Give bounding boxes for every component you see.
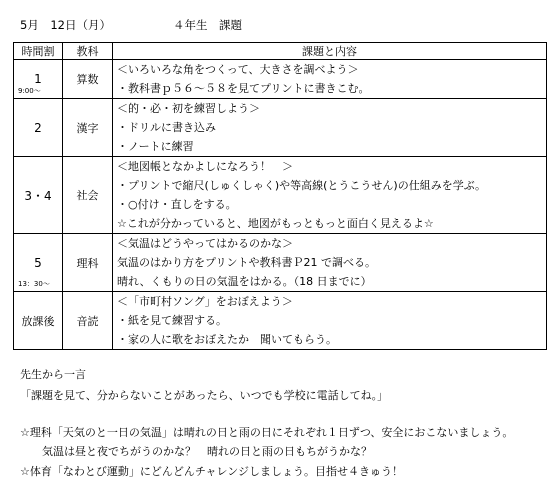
period-number: 3・4 bbox=[24, 188, 52, 203]
content-line: ＜地図帳となかよしになろう！ ＞ bbox=[117, 160, 293, 173]
period-time: 13：30〜 bbox=[18, 280, 50, 288]
content-line: ・プリントで縮尺(しゅくしゃく)や等高線(とうこうせん)の仕組みを学ぶ。 bbox=[117, 179, 486, 192]
table-row bbox=[14, 234, 547, 292]
period-cell bbox=[14, 157, 63, 234]
column-header-subject: 教科 bbox=[63, 43, 113, 60]
period-number: 2 bbox=[34, 120, 42, 135]
header-grade-title: ４年生 課題 bbox=[173, 18, 242, 32]
subject-cell: 社会 bbox=[63, 157, 113, 234]
period-time: 9:00〜 bbox=[18, 87, 41, 95]
table-row bbox=[14, 99, 547, 157]
page-header bbox=[20, 17, 242, 33]
message-heading: 先生から一言 bbox=[20, 368, 86, 381]
note-line: ☆体育「なわとび運動」にどんどんチャレンジしましょう。目指せ４きゅう！ bbox=[20, 465, 403, 478]
content-line: ＜いろいろな角をつくって、大きさを調べよう＞ bbox=[117, 63, 359, 76]
content-cell bbox=[113, 60, 547, 99]
content-line: ・ノートに練習 bbox=[117, 140, 194, 153]
content-line: 晴れ、くもりの日の気温をはかる。（18 日までに） bbox=[117, 275, 372, 288]
content-line: ・教科書ｐ５６〜５８を見てプリントに書きこむ。 bbox=[117, 82, 370, 95]
period-cell bbox=[14, 292, 63, 350]
content-line: ・紙を見て練習する。 bbox=[117, 314, 227, 327]
table-row bbox=[14, 157, 547, 234]
content-line: ・○付け・直しをする。 bbox=[117, 198, 237, 211]
table-row bbox=[14, 292, 547, 350]
content-cell bbox=[113, 157, 547, 234]
content-cell bbox=[113, 234, 547, 292]
note-line: ☆理科「天気のと一日の気温」は晴れの日と雨の日にそれぞれ１日ずつ、安全におこないましょう。 bbox=[20, 426, 514, 439]
content-line: 気温のはかり方をプリントや教科書Ｐ21 で調べる。 bbox=[117, 256, 377, 269]
column-header-period: 時間割 bbox=[14, 43, 63, 60]
period-number: 1 bbox=[34, 72, 42, 86]
period-cell bbox=[14, 99, 63, 157]
period-number: 放課後 bbox=[21, 314, 55, 328]
subject-cell: 算数 bbox=[63, 60, 113, 99]
table-header-row bbox=[14, 43, 547, 60]
content-cell bbox=[113, 292, 547, 350]
subject-cell: 音読 bbox=[63, 292, 113, 350]
note-line: 気温は昼と夜でちがうのかな？ 晴れの日と雨の日もちがうかな？ bbox=[20, 445, 372, 458]
period-cell bbox=[14, 60, 63, 99]
subject-cell: 理科 bbox=[63, 234, 113, 292]
content-line: ・家の人に歌をおぼえたか 聞いてもらう。 bbox=[117, 333, 337, 346]
content-line: ☆これが分かっていると、地図がもっともっと面白く見えるよ☆ bbox=[117, 217, 434, 230]
table-row bbox=[14, 60, 547, 99]
subject-cell: 漢字 bbox=[63, 99, 113, 157]
content-line: ＜気温はどうやってはかるのかな＞ bbox=[117, 237, 293, 250]
column-header-content: 課題と内容 bbox=[113, 43, 547, 60]
assignment-table bbox=[13, 42, 547, 350]
content-line: ・ドリルに書き込み bbox=[117, 121, 216, 134]
period-number: 5 bbox=[34, 255, 42, 270]
content-line: ＜「市町村ソング」をおぼえよう＞ bbox=[117, 295, 293, 308]
content-cell bbox=[113, 99, 547, 157]
period-cell bbox=[14, 234, 63, 292]
content-line: ＜的・必・初を練習しよう＞ bbox=[117, 102, 260, 115]
message-body: 「課題を見て、分からないことがあったら、いつでも学校に電話してね。」 bbox=[20, 389, 389, 402]
header-date: 5月 12日（月） bbox=[20, 18, 111, 32]
